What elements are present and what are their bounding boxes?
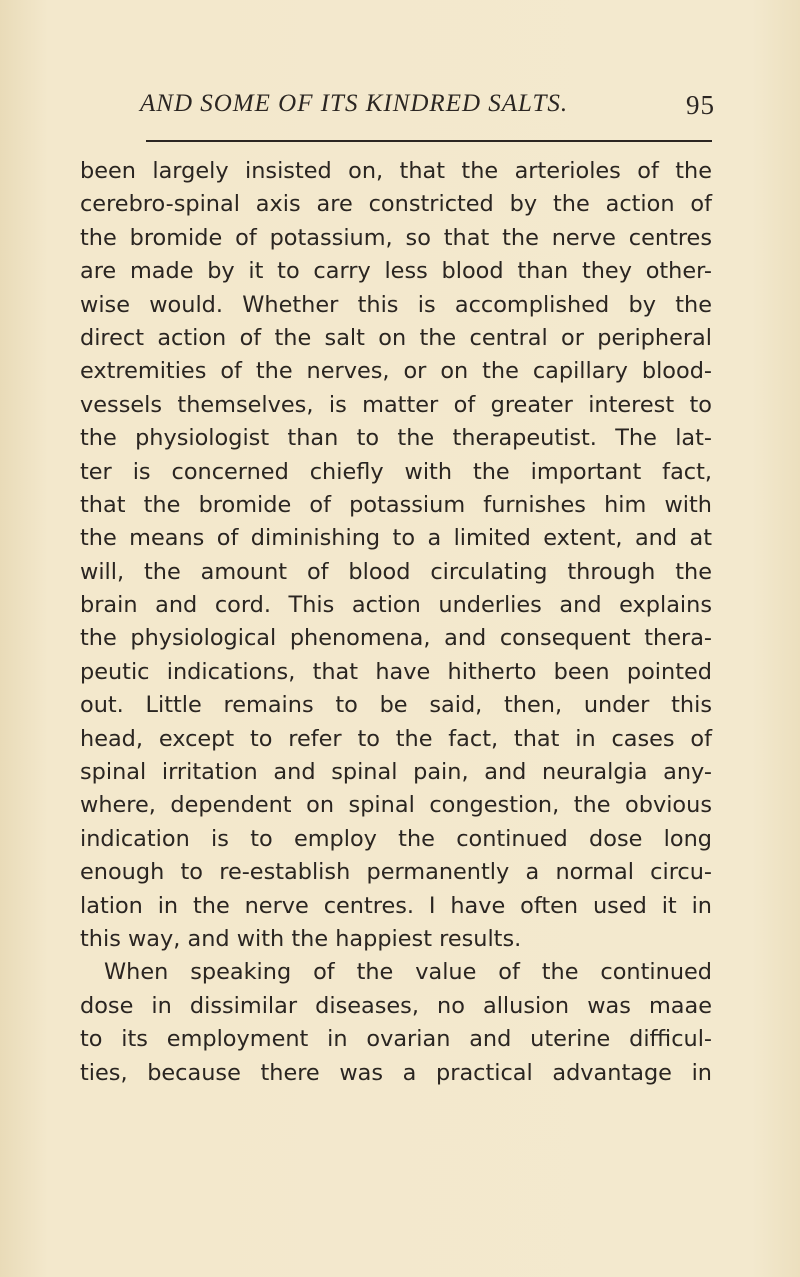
body-text <box>80 155 712 1090</box>
text-line: enough to re-establish permanently a normal circu- <box>80 859 712 886</box>
text-line: ter is concerned chiefly with the important fact, <box>80 458 712 485</box>
page-number: 95 <box>686 90 715 120</box>
header-rule <box>146 140 712 142</box>
text-line: that the bromide of potassium furnishes him with <box>80 491 712 518</box>
text-line: ties, because there was a practical advantage in <box>80 1059 712 1086</box>
text-line: are made by it to carry less blood than they other- <box>80 258 712 285</box>
text-line: brain and cord. This action underlies and explains <box>80 592 712 619</box>
text-line: cerebro-spinal axis are constricted by the action of <box>80 191 712 218</box>
text-line: vessels themselves, is matter of greater interest to <box>80 391 712 418</box>
text-line: extremities of the nerves, or on the capillary blood- <box>80 358 712 385</box>
text-line: dose in dissimilar diseases, no allusion was maae <box>80 992 712 1019</box>
text-line: spinal irritation and spinal pain, and neuralgia any- <box>80 759 712 786</box>
text-line: will, the amount of blood circulating through the <box>80 558 712 585</box>
text-line: peutic indications, that have hitherto been pointed <box>80 658 712 685</box>
text-line: the means of diminishing to a limited extent, and at <box>80 525 712 552</box>
text-line: to its employment in ovarian and uterine difficul- <box>80 1026 712 1053</box>
text-line: direct action of the salt on the central or peripheral <box>80 324 712 351</box>
text-line: the bromide of potassium, so that the nerve centres <box>80 224 712 251</box>
running-head: AND SOME OF ITS KINDRED SALTS. <box>140 90 569 117</box>
text-line: indication is to employ the continued dose long <box>80 825 712 852</box>
paragraph-start-line: When speaking of the value of the continued <box>104 959 712 986</box>
text-line: wise would. Whether this is accomplished by the <box>80 291 712 318</box>
page-header <box>140 90 715 126</box>
text-line: head, except to refer to the fact, that in cases of <box>80 725 712 752</box>
text-line: lation in the nerve centres. I have often used it in <box>80 892 712 919</box>
text-line: the physiologist than to the therapeutist. The lat- <box>80 425 712 452</box>
text-line: where, dependent on spinal congestion, the obvious <box>80 792 712 819</box>
text-line: the physiological phenomena, and consequent thera- <box>80 625 712 652</box>
text-line: been largely insisted on, that the arterioles of the <box>80 158 712 184</box>
paragraph-end-line: this way, and with the happiest results. <box>80 925 522 952</box>
text-line: out. Little remains to be said, then, under this <box>80 692 712 719</box>
